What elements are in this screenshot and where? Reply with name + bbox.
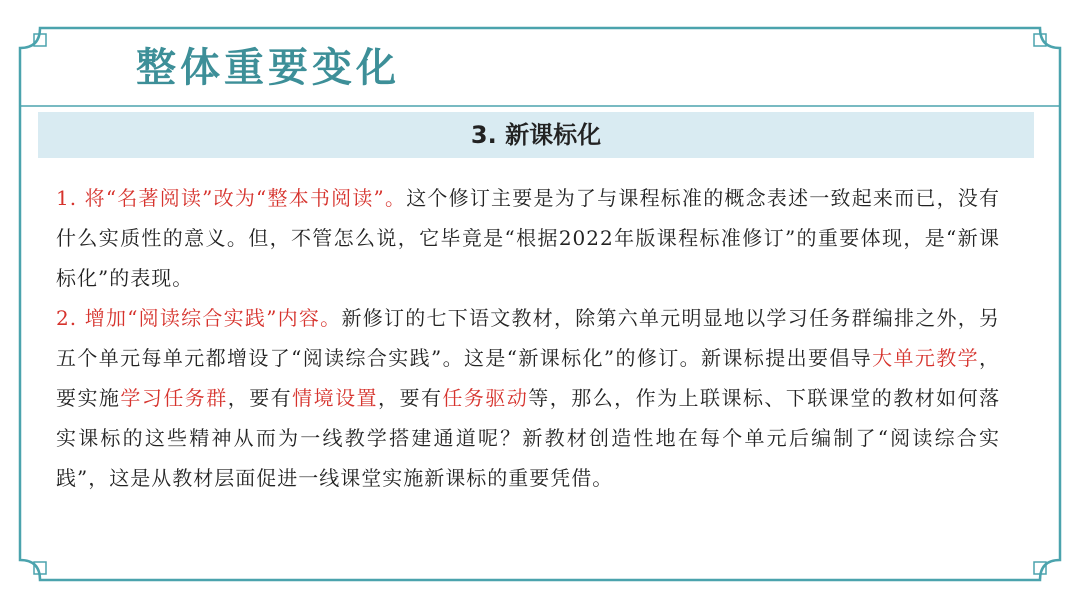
highlight-text: 学习任务群 <box>120 386 228 410</box>
body-text: 等，那么，作为上联课标、下联课堂的教材如何落实课标的这些精神从而为一线教学搭建通道呢？新教材创造性地在每个单元后编制了“阅读综合实践”，这是从教材层面促进一线课堂实施新课标的重要凭借。 <box>56 386 1001 490</box>
paragraph-2 <box>56 298 1000 498</box>
section-subtitle: 3. 新课标化 <box>470 121 602 149</box>
slide-title: 整体重要变化 <box>136 44 400 91</box>
body-text: ，要有 <box>378 386 443 410</box>
highlight-text: 1. 将“名著阅读”改为“整本书阅读”。 <box>56 186 407 210</box>
highlight-text: 2. 增加“阅读综合实践”内容。 <box>56 306 342 330</box>
highlight-text: 大单元教学 <box>872 346 979 370</box>
body-text: 新修订的七下语文教材，除第六单元明显地以学习任务群编排之外，另五个单元每单元都增设了“阅读综合实践”。这是“新课标化”的修订。新课标提出要倡导 <box>56 306 1001 370</box>
content-body <box>56 178 1000 498</box>
body-text: ，要实施 <box>56 346 1000 410</box>
highlight-text: 任务驱动 <box>442 386 529 410</box>
paragraph-1 <box>56 178 1000 298</box>
body-text: 这个修订主要是为了与课程标准的概念表述一致起来而已，没有什么实质性的意义。但，不管怎么说，它毕竟是“根据2022年版课程标准修订”的重要体现，是“新课标化”的表现。 <box>56 186 1000 290</box>
body-text: ，要有 <box>227 386 293 410</box>
highlight-text: 情境设置 <box>292 386 379 410</box>
